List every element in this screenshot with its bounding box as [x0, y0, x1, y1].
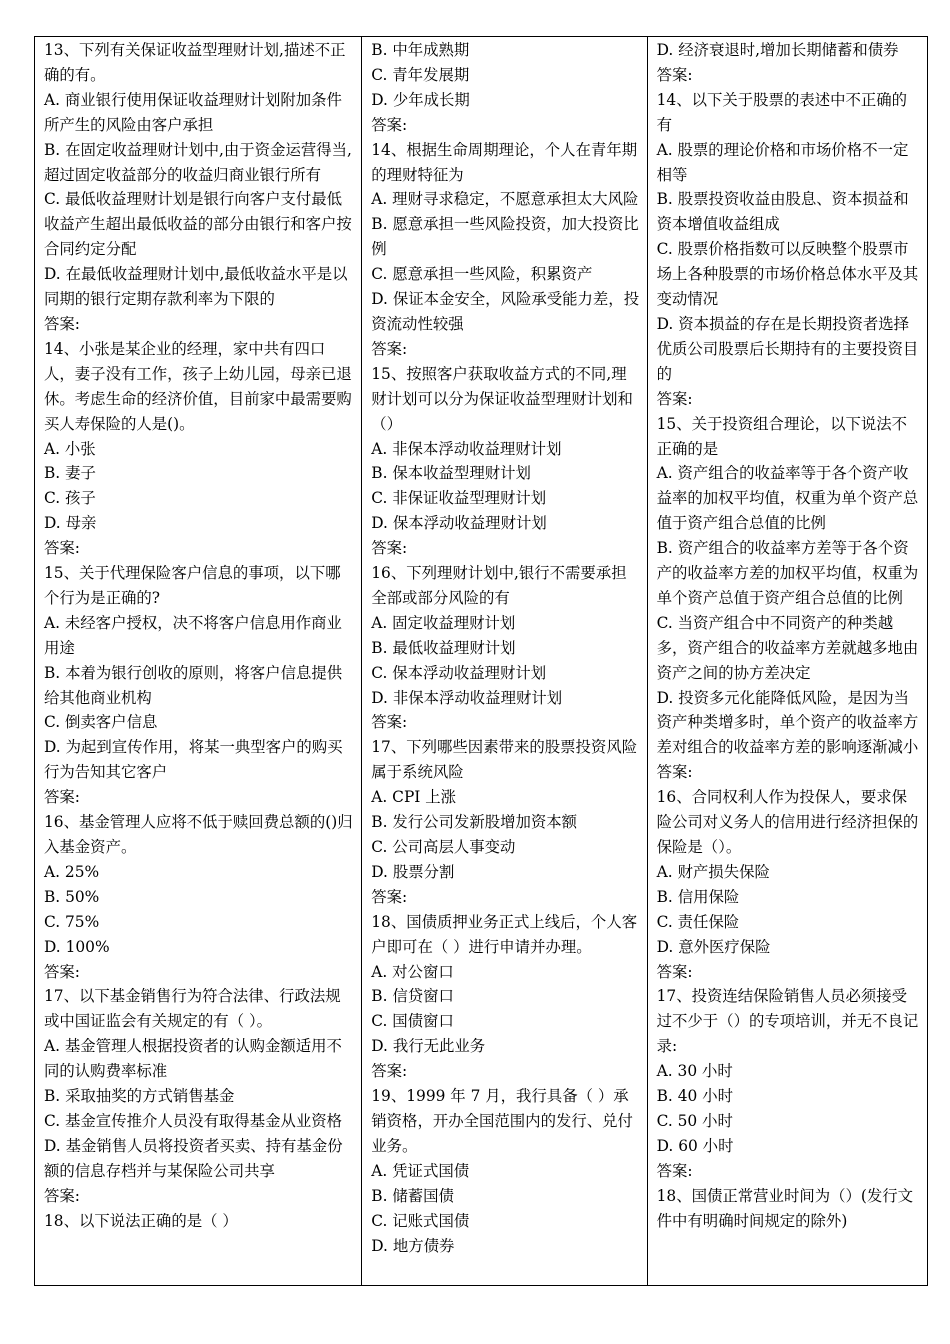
question-text: 14、以下关于股票的表述中不正确的有 — [656, 90, 908, 134]
option-text: D. 母亲 — [44, 514, 97, 533]
question-text: 17、投资连结保险销售人员必须接受过不少于（）的专项培训，并无不良记录: — [656, 987, 919, 1056]
option-text: A. 非保本浮动收益理财计划 — [371, 439, 562, 458]
answer-label: 答案: — [44, 314, 80, 333]
question-text: 16、基金管理人应将不低于赎回费总额的()归入基金资产。 — [44, 813, 353, 856]
option-text: B. 中年成熟期 — [371, 41, 470, 59]
answer-label: 答案: — [371, 339, 408, 358]
option-text: A. 30 小时 — [656, 1062, 733, 1081]
question-text: 13、下列有关保证收益型理财计划,描述不正确的有。 — [44, 41, 346, 84]
option-text: C. 保本浮动收益理财计划 — [371, 663, 547, 682]
option-text: C. 75% — [44, 912, 100, 931]
answer-label: 答案: — [371, 539, 408, 558]
column-right — [647, 37, 927, 1285]
answer-label: 答案: — [656, 65, 693, 84]
question-text: 15、按照客户获取收益方式的不同,理财计划可以分为保证收益型理财计划和（） — [371, 364, 633, 433]
question-text: 18、以下说法正确的是（ ） — [44, 1211, 238, 1230]
question-text: 14、根据生命周期理论，个人在青年期的理财特征为 — [371, 140, 638, 184]
option-text: B. 在固定收益理财计划中,由于资金运营得当,超过固定收益部分的收益归商业银行所有 — [44, 140, 352, 184]
answer-label: 答案: — [371, 1062, 408, 1081]
option-text: A. 理财寻求稳定，不愿意承担太大风险 — [371, 190, 639, 209]
option-text: A. 固定收益理财计划 — [371, 613, 516, 632]
answer-label: 答案: — [44, 962, 80, 981]
option-text: C. 最低收益理财计划是银行向客户支付最低收益产生超出最低收益的部分由银行和客户按合同约定分配 — [44, 190, 352, 259]
option-text: B. 本着为银行创收的原则，将客户信息提供给其他商业机构 — [44, 663, 343, 707]
option-text: B. 资产组合的收益率方差等于各个资产的收益率方差的加权平均值，权重为单个资产总值于资产组合总值的比例 — [656, 539, 919, 607]
option-text: B. 采取抽奖的方式销售基金 — [44, 1087, 235, 1106]
option-text: A. 商业银行使用保证收益理财计划附加条件所产生的风险由客户承担 — [44, 90, 342, 134]
option-text: D. 资本损益的存在是长期投资者选择优质公司股票后长期持有的主要投资目的 — [656, 314, 919, 383]
option-text: A. 股票的理论价格和市场价格不一定相等 — [656, 140, 909, 184]
option-text: B. 股票投资收益由股息、资本损益和资本增值收益组成 — [656, 190, 909, 234]
option-text: B. 50% — [44, 887, 100, 906]
option-text: D. 保本浮动收益理财计划 — [371, 514, 547, 533]
option-text: B. 40 小时 — [656, 1087, 733, 1106]
question-text: 18、国债质押业务正式上线后，个人客户即可在（ ）进行申请并办理。 — [371, 912, 638, 956]
answer-label: 答案: — [656, 1161, 693, 1180]
option-text: C. 公司高层人事变动 — [371, 838, 516, 856]
option-text: A. 资产组合的收益率等于各个资产收益率的加权平均值，权重为单个资产总值于资产组合总值的比例 — [656, 464, 919, 533]
option-text: D. 我行无此业务 — [371, 1037, 486, 1056]
answer-label: 答案: — [371, 115, 408, 134]
option-text: D. 60 小时 — [656, 1136, 734, 1155]
option-text: D. 100% — [44, 937, 110, 956]
option-text: C. 责任保险 — [656, 912, 740, 931]
column-left — [35, 37, 361, 1285]
option-text: B. 愿意承担一些风险投资，加大投资比例 — [371, 215, 639, 259]
option-text: A. 未经客户授权，决不将客户信息用作商业用途 — [44, 613, 342, 657]
option-text: D. 经济衰退时,增加长期储蓄和债券 — [656, 41, 899, 59]
question-text: 16、合同权利人作为投保人，要求保险公司对义务人的信用进行经济担保的保险是（）。 — [656, 788, 919, 856]
option-text: C. 基金宣传推介人员没有取得基金从业资格 — [44, 1111, 343, 1130]
option-text: D. 保证本金安全，风险承受能力差，投资流动性较强 — [371, 290, 640, 333]
answer-label: 答案: — [656, 962, 693, 981]
option-text: A. 小张 — [44, 439, 96, 458]
answer-label: 答案: — [44, 788, 80, 807]
option-text: D. 少年成长期 — [371, 90, 470, 109]
option-text: D. 基金销售人员将投资者买卖、持有基金份额的信息存档并与某保险公司共享 — [44, 1136, 343, 1180]
question-text: 15、关于代理保险客户信息的事项，以下哪个行为是正确的? — [44, 564, 341, 607]
option-text: B. 发行公司发新股增加资本额 — [371, 813, 578, 832]
option-text: A. 财产损失保险 — [656, 862, 770, 881]
option-text: B. 妻子 — [44, 464, 96, 483]
column-middle — [361, 37, 646, 1285]
answer-label: 答案: — [44, 539, 80, 558]
exam-sheet-table — [34, 36, 928, 1286]
option-text: C. 当资产组合中不同资产的种类越多，资产组合的收益率方差就越多地由资产之间的协方差决定 — [656, 613, 919, 682]
option-text: A. 基金管理人根据投资者的认购金额适用不同的认购费率标准 — [44, 1037, 342, 1081]
option-text: B. 最低收益理财计划 — [371, 638, 516, 657]
question-text: 17、以下基金销售行为符合法律、行政法规或中国证监会有关规定的有（ ）。 — [44, 987, 341, 1031]
option-text: D. 在最低收益理财计划中,最低收益水平是以同期的银行定期存款利率为下限的 — [44, 265, 348, 309]
question-text: 16、下列理财计划中,银行不需要承担全部或部分风险的有 — [371, 564, 627, 607]
option-text: A. CPI 上涨 — [371, 788, 457, 807]
option-text: C. 青年发展期 — [371, 65, 470, 84]
option-text: D. 地方债券 — [371, 1236, 455, 1255]
question-text: 15、关于投资组合理论，以下说法不正确的是 — [656, 414, 908, 458]
option-text: B. 信用保险 — [656, 887, 740, 906]
option-text: D. 非保本浮动收益理财计划 — [371, 688, 563, 707]
question-text: 18、国债正常营业时间为（）(发行文件中有明确时间规定的除外) — [656, 1186, 914, 1230]
option-text: D. 为起到宣传作用，将某一典型客户的购买行为告知其它客户 — [44, 738, 343, 782]
option-text: A. 凭证式国债 — [371, 1161, 470, 1180]
option-text: A. 25% — [44, 862, 100, 881]
option-text: C. 愿意承担一些风险，积累资产 — [371, 265, 593, 284]
option-text: B. 储蓄国债 — [371, 1186, 454, 1205]
answer-label: 答案: — [44, 1186, 80, 1205]
answer-label: 答案: — [656, 763, 693, 782]
answer-label: 答案: — [656, 389, 693, 408]
option-text: C. 孩子 — [44, 489, 96, 508]
question-text: 17、下列哪些因素带来的股票投资风险属于系统风险 — [371, 738, 638, 782]
option-text: C. 倒卖客户信息 — [44, 713, 158, 732]
option-text: B. 保本收益型理财计划 — [371, 464, 531, 483]
option-text: C. 非保证收益型理财计划 — [371, 489, 547, 508]
question-text: 14、小张是某企业的经理，家中共有四口人，妻子没有工作，孩子上幼儿园，母亲已退休。考虑生命的经济价值，目前家中最需要购买人寿保险的人是()。 — [44, 339, 352, 433]
answer-label: 答案: — [371, 887, 408, 906]
option-text: A. 对公窗口 — [371, 962, 454, 981]
option-text: D. 意外医疗保险 — [656, 937, 771, 956]
option-text: D. 投资多元化能降低风险，是因为当资产种类增多时，单个资产的收益率方差对组合的收益率方差的影响逐渐减小 — [656, 688, 919, 757]
option-text: C. 国债窗口 — [371, 1012, 454, 1031]
option-text: B. 信贷窗口 — [371, 987, 454, 1006]
option-text: C. 记账式国债 — [371, 1211, 470, 1230]
option-text: C. 股票价格指数可以反映整个股票市场上各种股票的市场价格总体水平及其变动情况 — [656, 240, 919, 309]
option-text: C. 50 小时 — [656, 1111, 733, 1130]
question-text: 19、1999 年 7 月，我行具备（ ）承销资格，开办全国范围内的发行、兑付业务。 — [371, 1087, 633, 1155]
answer-label: 答案: — [371, 713, 408, 732]
option-text: D. 股票分割 — [371, 862, 455, 881]
